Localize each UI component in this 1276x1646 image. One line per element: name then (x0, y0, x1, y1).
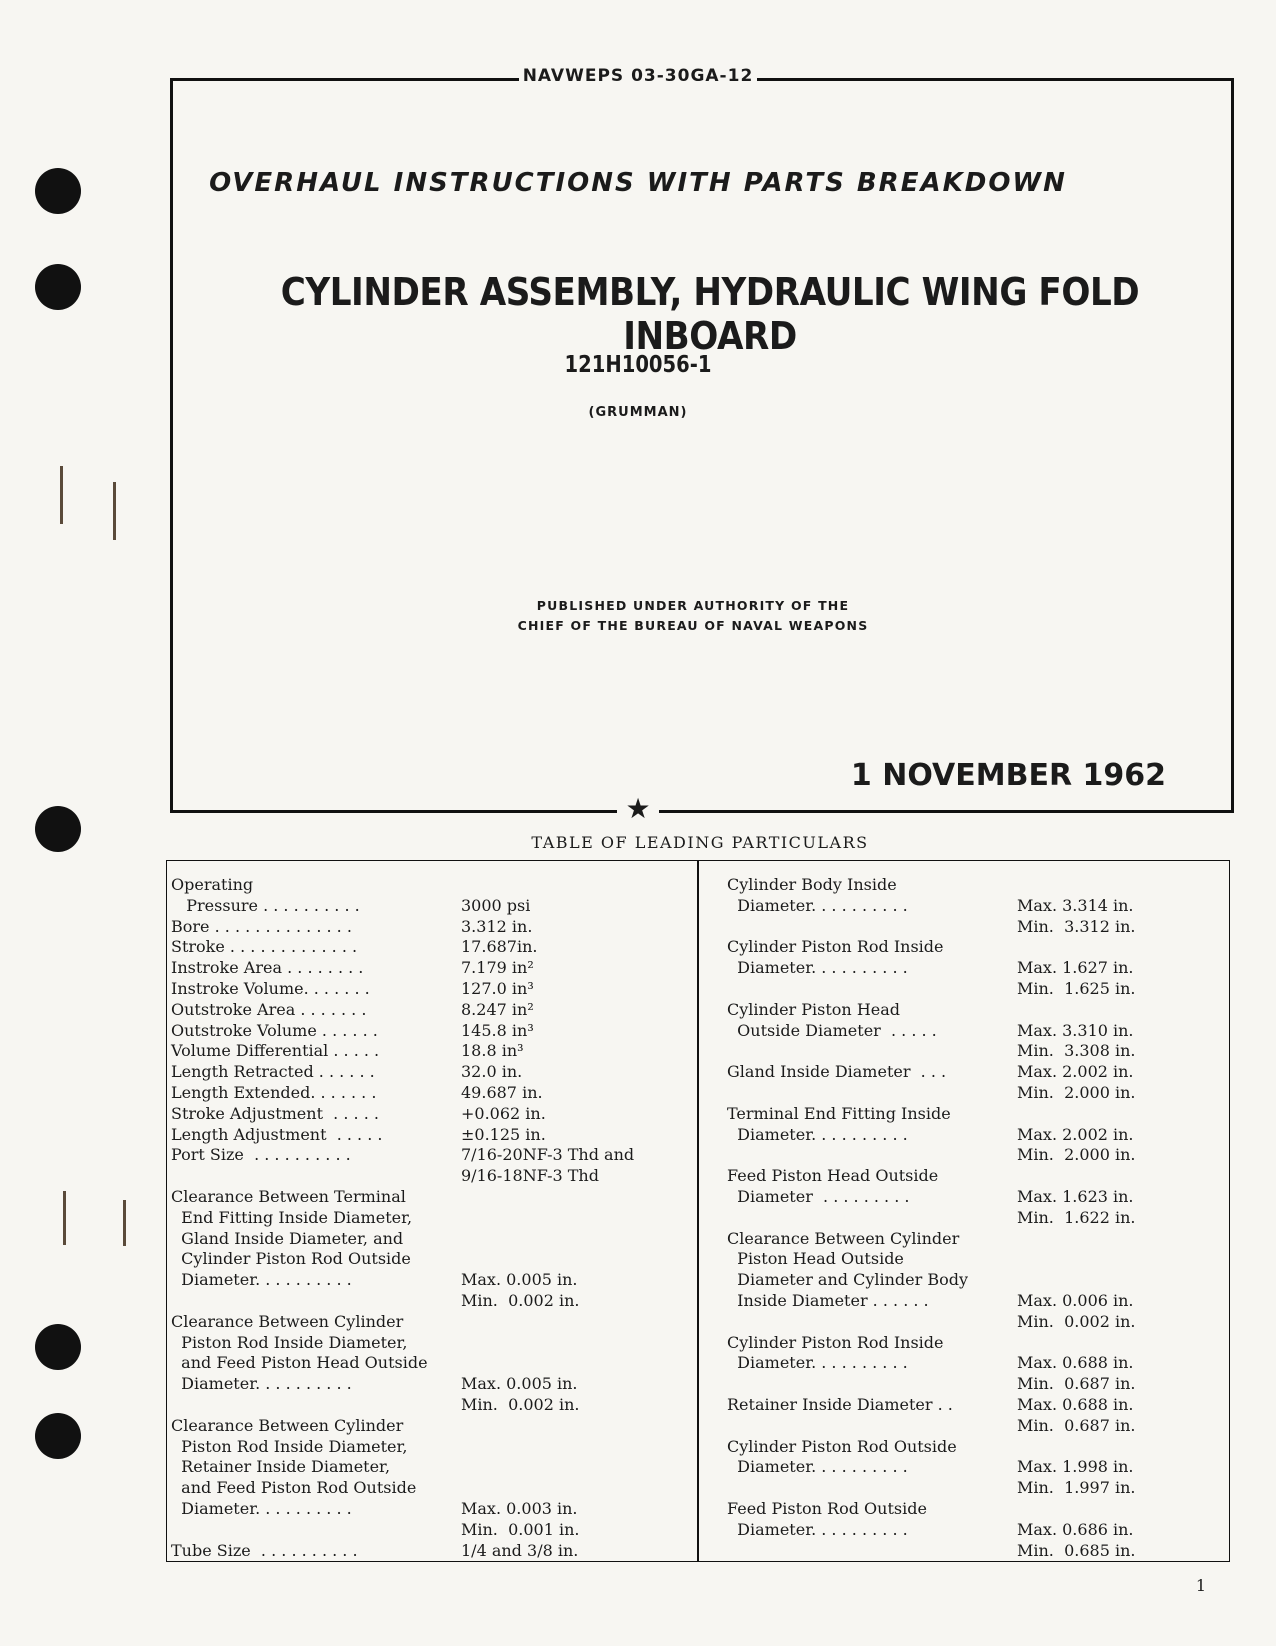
row-label: Terminal End Fitting Inside (727, 1103, 951, 1123)
row-value: Min. 2.000 in. (1017, 1082, 1136, 1102)
row-value (1017, 1499, 1157, 1520)
row-label: Diameter. . . . . . . . . . (727, 1124, 908, 1144)
row-label: Gland Inside Diameter . . . (727, 1062, 947, 1082)
row-value (461, 1457, 691, 1478)
row-value (1017, 1437, 1157, 1458)
authority-statement (0, 596, 1276, 636)
margin-mark (63, 1191, 66, 1245)
row-label: Retainer Inside Diameter, (171, 1457, 391, 1477)
table-row (727, 1541, 1222, 1562)
row-label: Instroke Area . . . . . . . . (171, 958, 364, 978)
column-divider (697, 861, 699, 1561)
row-label (171, 1395, 461, 1416)
row-value (1017, 1166, 1157, 1187)
row-value: 49.687 in. (461, 1082, 543, 1102)
row-label: Diameter. . . . . . . . . . (727, 1519, 908, 1539)
table-row (171, 896, 691, 917)
row-value (461, 1333, 691, 1354)
row-label: Stroke . . . . . . . . . . . . . (171, 937, 358, 957)
binder-hole (35, 1413, 81, 1459)
row-value (461, 1478, 691, 1499)
row-value: 8.247 in² (461, 999, 534, 1019)
row-value: 17.687in. (461, 937, 538, 957)
row-value: +0.062 in. (461, 1103, 546, 1123)
document-number: NAVWEPS 03-30GA-12 (0, 66, 1276, 86)
row-value (1017, 1104, 1157, 1125)
table-row (727, 1374, 1222, 1395)
row-value: Min. 0.002 in. (461, 1394, 580, 1414)
table-row (171, 1000, 691, 1021)
row-value (461, 1416, 691, 1437)
row-label (727, 1083, 1017, 1104)
table-row (171, 1478, 691, 1499)
row-label: Outstroke Volume . . . . . . (171, 1020, 378, 1040)
table-row (727, 1437, 1222, 1458)
row-label: Operating (171, 875, 254, 894)
row-value: Min. 0.002 in. (461, 1290, 580, 1310)
table-row (727, 1166, 1222, 1187)
row-value (1017, 1249, 1157, 1270)
row-value: Max. 0.005 in. (461, 1270, 578, 1290)
row-value: 3000 psi (461, 895, 531, 915)
row-label: Feed Piston Rod Outside (727, 1498, 927, 1518)
row-label: Cylinder Piston Head (727, 999, 901, 1019)
table-row (171, 1291, 691, 1312)
row-value: Min. 0.687 in. (1017, 1415, 1136, 1435)
table-row (727, 1457, 1222, 1478)
row-label (727, 1145, 1017, 1166)
row-label: Cylinder Piston Rod Inside (727, 1332, 944, 1352)
row-label: Cylinder Piston Rod Outside (171, 1249, 411, 1269)
table-row (171, 1145, 691, 1166)
row-value: Max. 3.310 in. (1017, 1020, 1134, 1040)
row-value: 3.312 in. (461, 916, 533, 936)
left-column (171, 875, 691, 1561)
row-label: Piston Head Outside (727, 1249, 904, 1269)
row-label: Diameter. . . . . . . . . . (171, 1270, 352, 1290)
row-label: and Feed Piston Head Outside (171, 1353, 428, 1373)
row-value: Max. 0.688 in. (1017, 1353, 1134, 1373)
row-label (727, 979, 1017, 1000)
row-value (1017, 1000, 1157, 1021)
row-label: Inside Diameter . . . . . . (727, 1290, 929, 1310)
table-row (171, 1353, 691, 1374)
row-label: Cylinder Piston Rod Outside (727, 1436, 957, 1456)
row-value: Max. 2.002 in. (1017, 1062, 1134, 1082)
table-row (727, 1333, 1222, 1354)
table-row (171, 1229, 691, 1250)
table-row (171, 1395, 691, 1416)
table-row (727, 1291, 1222, 1312)
row-value (461, 1312, 691, 1333)
overhaul-heading: OVERHAUL INSTRUCTIONS WITH PARTS BREAKDOWN (209, 168, 1067, 198)
table-row (727, 917, 1222, 938)
row-value (1017, 1333, 1157, 1354)
table-row (171, 1457, 691, 1478)
row-value: 145.8 in³ (461, 1020, 534, 1040)
row-label: Bore . . . . . . . . . . . . . . (171, 916, 352, 936)
binder-hole (35, 1324, 81, 1370)
row-label: Diameter. . . . . . . . . . (727, 1353, 908, 1373)
table-row (727, 1208, 1222, 1229)
authority-line: PUBLISHED UNDER AUTHORITY OF THE (536, 598, 850, 613)
table-row (171, 1104, 691, 1125)
row-value: 7/16-20NF-3 Thd and (461, 1145, 635, 1165)
row-value: Min. 3.308 in. (1017, 1041, 1136, 1061)
table-row (171, 1499, 691, 1520)
row-label (727, 1374, 1017, 1395)
table-row (171, 1125, 691, 1146)
table-row (727, 1041, 1222, 1062)
row-label: Length Adjustment . . . . . (171, 1124, 383, 1144)
table-row (171, 1416, 691, 1437)
row-value (461, 1187, 691, 1208)
row-value: Max. 1.627 in. (1017, 958, 1134, 978)
row-value (461, 875, 691, 896)
row-value: Min. 0.002 in. (1017, 1311, 1136, 1331)
row-label: Piston Rod Inside Diameter, (171, 1436, 408, 1456)
row-value: Min. 0.001 in. (461, 1519, 580, 1539)
row-label: Diameter. . . . . . . . . . (171, 1374, 352, 1394)
row-label: Clearance Between Cylinder (727, 1228, 960, 1248)
row-value: ±0.125 in. (461, 1124, 546, 1144)
table-row (171, 1374, 691, 1395)
row-label: Outside Diameter . . . . . (727, 1020, 937, 1040)
row-label: Diameter . . . . . . . . . (727, 1186, 910, 1206)
table-row (727, 1520, 1222, 1541)
row-value: Min. 0.687 in. (1017, 1374, 1136, 1394)
table-row (727, 896, 1222, 917)
row-value: Min. 2.000 in. (1017, 1145, 1136, 1165)
table-row (727, 1478, 1222, 1499)
row-value: Max. 0.006 in. (1017, 1290, 1134, 1310)
row-value: Max. 0.688 in. (1017, 1394, 1134, 1414)
table-row (171, 1333, 691, 1354)
document-title: CYLINDER ASSEMBLY, HYDRAULIC WING FOLD INBOARD (280, 270, 1140, 358)
table-row (171, 917, 691, 938)
table-row (727, 1062, 1222, 1083)
table-row (727, 979, 1222, 1000)
row-label (727, 1541, 1017, 1562)
row-label: Diameter. . . . . . . . . . (727, 895, 908, 915)
row-value: Min. 1.622 in. (1017, 1207, 1136, 1227)
row-value: Max. 1.998 in. (1017, 1457, 1134, 1477)
row-label: Volume Differential . . . . . (171, 1041, 380, 1061)
row-label: Clearance Between Cylinder (171, 1311, 404, 1331)
table-row (727, 1229, 1222, 1250)
row-value (1017, 1229, 1157, 1250)
row-label: Piston Rod Inside Diameter, (171, 1332, 408, 1352)
row-label: Clearance Between Cylinder (171, 1415, 404, 1435)
row-label: Cylinder Piston Rod Inside (727, 937, 944, 957)
table-row (171, 979, 691, 1000)
row-label: Gland Inside Diameter, and (171, 1228, 404, 1248)
table-row (727, 1021, 1222, 1042)
row-value: 127.0 in³ (461, 978, 534, 998)
row-value: Min. 3.312 in. (1017, 916, 1136, 936)
star-ornament: ★ (0, 794, 1276, 824)
table-row (727, 875, 1222, 896)
table-row (727, 1312, 1222, 1333)
row-label (727, 1416, 1017, 1437)
row-label: Cylinder Body Inside (727, 875, 897, 894)
row-label (727, 1478, 1017, 1499)
row-value: 9/16-18NF-3 Thd (461, 1166, 599, 1186)
row-value: Max. 2.002 in. (1017, 1124, 1134, 1144)
row-label: Diameter. . . . . . . . . . (171, 1498, 352, 1518)
row-value: Min. 1.997 in. (1017, 1478, 1136, 1498)
table-row (727, 1395, 1222, 1416)
row-label: Outstroke Area . . . . . . . (171, 999, 367, 1019)
row-label (727, 1041, 1017, 1062)
page-number: 1 (1195, 1576, 1206, 1595)
table-row (727, 1145, 1222, 1166)
row-label (727, 917, 1017, 938)
row-value (1017, 937, 1157, 958)
table-row (727, 1416, 1222, 1437)
row-value: 1/4 and 3/8 in. (461, 1540, 579, 1560)
table-row (727, 1125, 1222, 1146)
row-value (461, 1208, 691, 1229)
row-value: Max. 1.623 in. (1017, 1186, 1134, 1206)
row-label: Diameter. . . . . . . . . . (727, 958, 908, 978)
row-value (461, 1353, 691, 1374)
table-row (727, 1353, 1222, 1374)
row-value (1017, 1270, 1157, 1291)
row-value (461, 1229, 691, 1250)
table-row (171, 1312, 691, 1333)
row-value: Max. 0.005 in. (461, 1374, 578, 1394)
publication-date: 1 NOVEMBER 1962 (850, 758, 1166, 793)
margin-mark (123, 1200, 126, 1246)
row-value: Max. 0.686 in. (1017, 1519, 1134, 1539)
table-row (171, 1187, 691, 1208)
row-label: Port Size . . . . . . . . . . (171, 1145, 351, 1165)
table-row (171, 1520, 691, 1541)
authority-line: CHIEF OF THE BUREAU OF NAVAL WEAPONS (517, 618, 869, 633)
table-row (727, 1083, 1222, 1104)
table-row (727, 958, 1222, 979)
right-column (727, 875, 1222, 1561)
row-value: 18.8 in³ (461, 1041, 524, 1061)
table-row (171, 1041, 691, 1062)
table-row (727, 937, 1222, 958)
row-label: Diameter. . . . . . . . . . (727, 1457, 908, 1477)
row-label: Pressure . . . . . . . . . . (171, 895, 360, 915)
row-value: 7.179 in² (461, 958, 534, 978)
row-label: Clearance Between Terminal (171, 1186, 406, 1206)
row-value: Max. 0.003 in. (461, 1498, 578, 1518)
table-row (727, 1249, 1222, 1270)
table-row (171, 1249, 691, 1270)
table-row (171, 1021, 691, 1042)
table-row (727, 1000, 1222, 1021)
row-label (171, 1291, 461, 1312)
table-title: TABLE OF LEADING PARTICULARS (531, 833, 869, 852)
table-row (171, 1270, 691, 1291)
table-row (727, 1499, 1222, 1520)
row-label: Diameter and Cylinder Body (727, 1270, 969, 1290)
table-row (171, 1437, 691, 1458)
margin-mark (113, 482, 116, 540)
row-value: Min. 1.625 in. (1017, 978, 1136, 998)
leading-particulars-table (166, 860, 1230, 1562)
part-number: 121H10056-1 (564, 352, 712, 378)
row-label: Stroke Adjustment . . . . . (171, 1103, 379, 1123)
table-row (171, 1166, 691, 1187)
row-label: Length Retracted . . . . . . (171, 1062, 375, 1082)
row-value: 32.0 in. (461, 1062, 523, 1082)
table-row (171, 937, 691, 958)
row-label (727, 1208, 1017, 1229)
table-row (171, 1208, 691, 1229)
row-label (727, 1312, 1017, 1333)
table-row (171, 1062, 691, 1083)
row-label (171, 1520, 461, 1541)
binder-hole (35, 264, 81, 310)
row-label: and Feed Piston Rod Outside (171, 1478, 417, 1498)
table-row (171, 1541, 691, 1562)
row-label: Length Extended. . . . . . . (171, 1082, 377, 1102)
table-row (171, 958, 691, 979)
margin-mark (60, 466, 63, 524)
row-value (461, 1437, 691, 1458)
table-row (727, 1187, 1222, 1208)
table-row (171, 1083, 691, 1104)
row-label: End Fitting Inside Diameter, (171, 1207, 413, 1227)
row-value: Max. 3.314 in. (1017, 895, 1134, 915)
row-value (1017, 875, 1157, 896)
row-label: Instroke Volume. . . . . . . (171, 978, 370, 998)
table-row (171, 875, 691, 896)
row-value (461, 1249, 691, 1270)
table-row (727, 1104, 1222, 1125)
manufacturer: (GRUMMAN) (588, 405, 688, 420)
row-label: Retainer Inside Diameter . . (727, 1394, 953, 1414)
row-label (171, 1166, 461, 1187)
table-row (727, 1270, 1222, 1291)
row-label: Feed Piston Head Outside (727, 1166, 939, 1186)
row-label: Tube Size . . . . . . . . . . (171, 1540, 358, 1560)
row-value: Min. 0.685 in. (1017, 1540, 1136, 1560)
